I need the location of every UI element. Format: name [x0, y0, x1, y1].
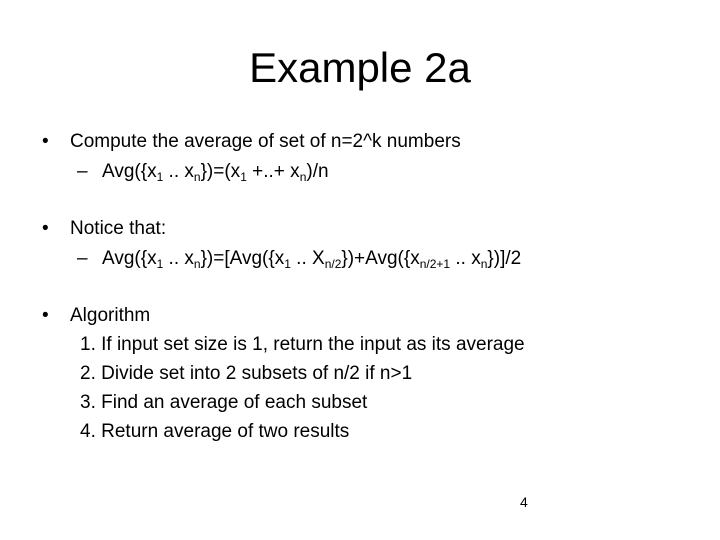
- algorithm-step: 4. Return average of two results: [80, 421, 350, 442]
- subscript: n: [299, 170, 307, 184]
- dash-icon: –: [77, 161, 88, 182]
- bullet-algorithm-text: Algorithm: [70, 305, 151, 326]
- bullet-icon: •: [42, 218, 49, 239]
- algorithm-step: 3. Find an average of each subset: [80, 392, 368, 413]
- bullet-notice-text: Notice that:: [70, 218, 167, 239]
- subscript: n: [480, 257, 488, 271]
- algorithm-step: 1. If input set size is 1, return the input as its average: [80, 334, 525, 355]
- formula-part: .. X: [290, 248, 325, 269]
- subscript: 1: [284, 257, 291, 271]
- sub-bullet-avg-formula: [77, 160, 329, 184]
- subscript: n: [193, 257, 201, 271]
- bullet-icon: •: [42, 305, 49, 326]
- formula-part: })+Avg({x: [341, 248, 420, 269]
- formula-part: })=(x: [200, 161, 241, 182]
- formula-part: Avg({x: [102, 248, 157, 269]
- subscript: 1: [240, 170, 247, 184]
- sub-bullet-recursive-formula: [77, 247, 521, 271]
- formula-part: )/n: [306, 161, 329, 182]
- formula-part: Avg({x: [102, 161, 157, 182]
- bullet-compute-text: Compute the average of set of n=2^k numbers: [70, 131, 461, 152]
- formula-part: .. x: [163, 161, 194, 182]
- algorithm-step: 2. Divide set into 2 subsets of n/2 if n>1: [80, 363, 413, 384]
- formula-part: })=[Avg({x: [200, 248, 285, 269]
- formula-part: +..+ x: [246, 161, 300, 182]
- subscript: n/2+1: [419, 257, 451, 271]
- page-number: 4: [520, 494, 528, 510]
- formula-part: .. x: [450, 248, 481, 269]
- formula-part: })]/2: [487, 248, 522, 269]
- subscript: n: [193, 170, 201, 184]
- subscript: 1: [156, 170, 164, 184]
- subscript: n/2: [324, 257, 342, 271]
- slide-title: Example 2a: [249, 44, 471, 91]
- subscript: 1: [156, 257, 164, 271]
- formula-part: .. x: [163, 248, 194, 269]
- bullet-icon: •: [42, 131, 49, 152]
- dash-icon: –: [77, 248, 88, 269]
